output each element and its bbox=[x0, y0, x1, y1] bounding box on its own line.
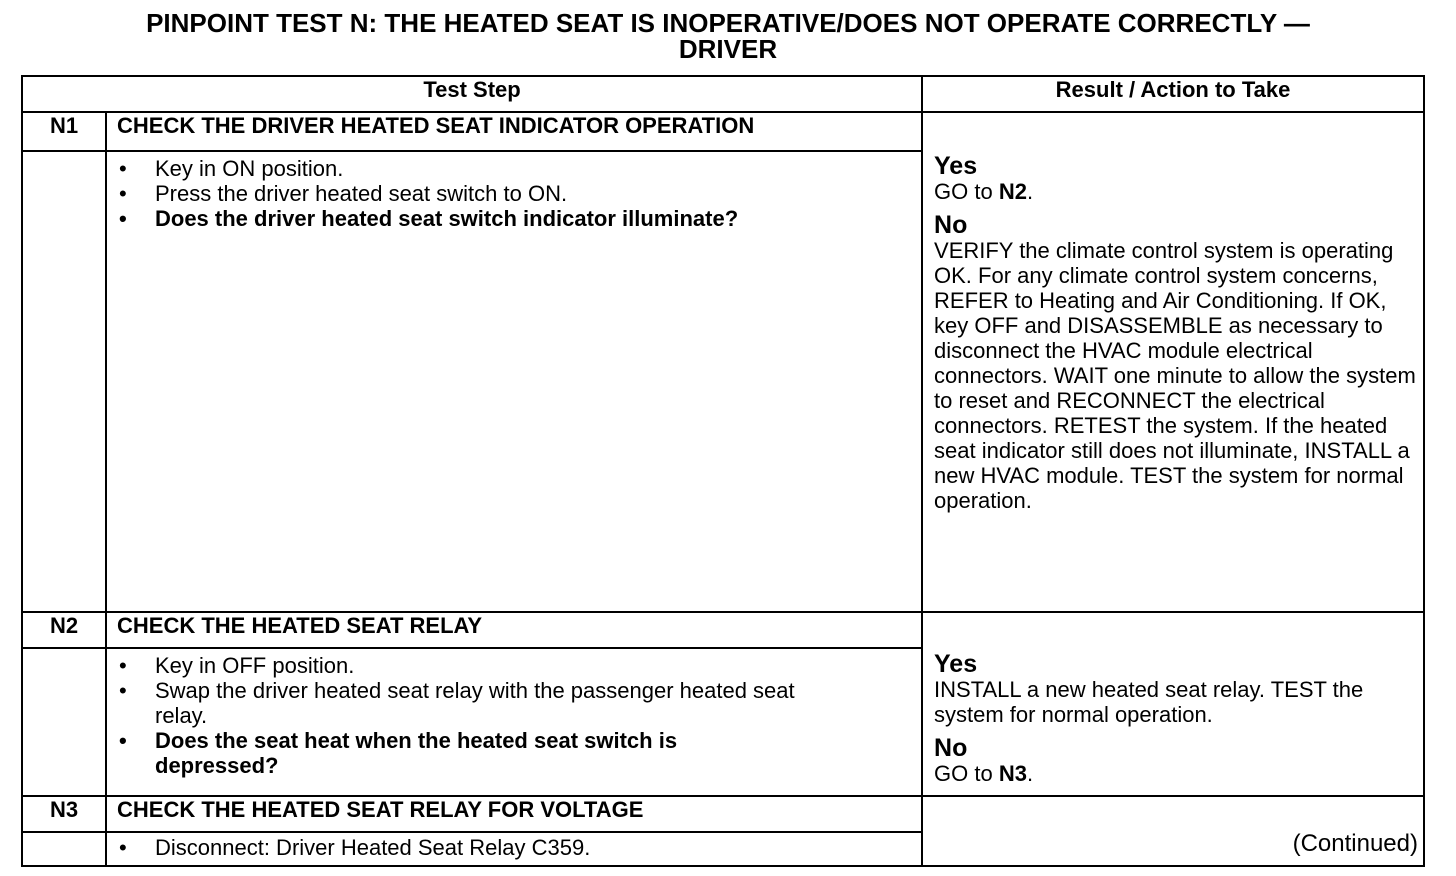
no-label-n2: No bbox=[934, 734, 968, 762]
page-title bbox=[0, 10, 1456, 62]
step-title-n3: CHECK THE HEATED SEAT RELAY FOR VOLTAGE bbox=[106, 796, 922, 832]
step-question-n1: • Does the driver heated seat switch indicator illuminate? bbox=[107, 206, 921, 231]
title-line-2: DRIVER bbox=[678, 34, 778, 64]
bullet-item: • Key in OFF position. bbox=[107, 653, 921, 678]
header-row bbox=[22, 76, 1424, 112]
step-body-n2 bbox=[106, 648, 922, 796]
step-body-n3 bbox=[106, 832, 922, 866]
bullet-item: • Disconnect: Driver Heated Seat Relay C359. bbox=[107, 835, 921, 860]
step-number-n1: N1 bbox=[22, 112, 106, 151]
bullet-item: • Swap the driver heated seat relay with the passenger heated seat relay. bbox=[107, 678, 921, 728]
bullet-item: • Key in ON position. bbox=[107, 156, 921, 181]
continued-label: (Continued) bbox=[1292, 830, 1418, 857]
title-line-1: PINPOINT TEST N: THE HEATED SEAT IS INOPERATIVE/DOES NOT OPERATE CORRECTLY — bbox=[146, 8, 1310, 38]
step-n2-title-row bbox=[22, 612, 1424, 648]
step-n3-title-row bbox=[22, 796, 1424, 832]
step-title-n2: CHECK THE HEATED SEAT RELAY bbox=[106, 612, 922, 648]
step-number-n2: N2 bbox=[22, 612, 106, 648]
result-n1 bbox=[922, 112, 1424, 612]
yes-action-n1: GO to N2. bbox=[934, 179, 1034, 204]
step-number-n3: N3 bbox=[22, 796, 106, 832]
no-label-n1: No bbox=[934, 211, 968, 239]
yes-label-n2: Yes bbox=[934, 650, 978, 678]
step-n1-title-row bbox=[22, 112, 1424, 151]
pinpoint-test-table bbox=[21, 75, 1425, 867]
step-body-n1 bbox=[106, 151, 922, 612]
step-question-n2: • Does the seat heat when the heated seat switch is depressed? bbox=[107, 728, 921, 778]
step-title-n1: CHECK THE DRIVER HEATED SEAT INDICATOR OPERATION bbox=[106, 112, 922, 151]
yes-action-n2: INSTALL a new heated seat relay. TEST the system for normal operation. bbox=[934, 677, 1364, 727]
yes-label-n1: Yes bbox=[934, 152, 978, 180]
no-action-n2: GO to N3. bbox=[934, 761, 1034, 786]
test-step-header: Test Step bbox=[22, 76, 922, 112]
bullet-item: • Press the driver heated seat switch to ON. bbox=[107, 181, 921, 206]
result-n2 bbox=[922, 612, 1424, 796]
no-action-n1: VERIFY the climate control system is operating OK. For any climate control system concerns, REFER to Heating and Air Conditioning. If OK, key OFF and DISASSEMBLE as necessary to disconnect the HVAC module electrical connectors. WAIT one minute to allow the system to reset and RECONNECT the electrical connectors. RETEST the system. If the heated seat indicator still does not illuminate, INSTALL a new HVAC module. TEST the system for normal operation. bbox=[934, 238, 1416, 513]
result-header: Result / Action to Take bbox=[922, 76, 1424, 112]
